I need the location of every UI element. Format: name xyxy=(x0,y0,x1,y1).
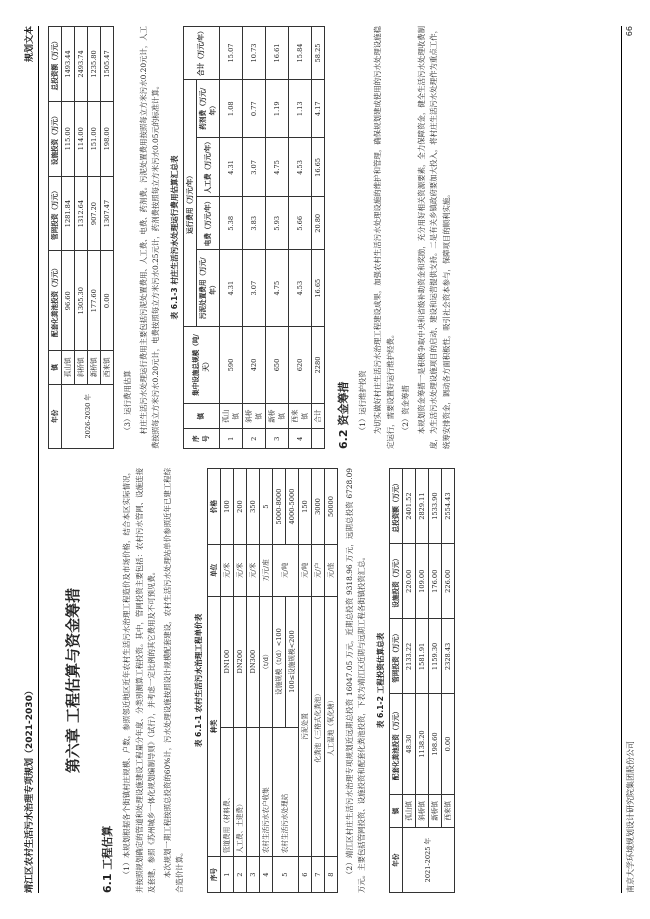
table-cell: 3000 xyxy=(311,469,324,545)
section-heading-6-1: 6.1 工程估算 xyxy=(101,825,114,893)
table-cell: 5.93 xyxy=(265,197,288,250)
table-cell: 元/米 xyxy=(233,545,246,597)
table-cell: 4.31 xyxy=(219,138,242,197)
table-cell: 4.75 xyxy=(265,138,288,197)
table-row xyxy=(62,27,75,449)
table-cell: 198.00 xyxy=(101,101,114,176)
table-cell: 元/吨 xyxy=(298,545,311,597)
table-cell: 177.60 xyxy=(88,251,101,351)
table-header-cell: 总投资额（万元） xyxy=(389,469,402,544)
table-cell: 合计 xyxy=(311,403,324,429)
table-cell: 226.00 xyxy=(441,544,454,619)
chapter-title: 第六章 工程估算与资金筹措 xyxy=(64,587,82,774)
section-heading-6-2: 6.2 资金筹措 xyxy=(336,381,350,449)
table-cell: 48.30 xyxy=(402,694,415,794)
table-row xyxy=(259,469,272,893)
table-cell: 1581.91 xyxy=(415,619,428,694)
table-cell: 2401.52 xyxy=(402,469,415,544)
table-row xyxy=(246,469,259,893)
table-header-cell: 管网投资（万元） xyxy=(389,619,402,694)
table-cell xyxy=(311,429,324,449)
table-cell: DN300 xyxy=(246,596,259,727)
table-cell: 150 xyxy=(298,469,311,545)
table-cell: 西来镇 xyxy=(441,794,454,828)
table-header-cell: 价格 xyxy=(207,469,220,545)
table-cell: 198.60 xyxy=(428,694,441,794)
table-cell: 管道费用（材料费、 xyxy=(220,727,233,857)
page-header xyxy=(20,26,39,893)
table-cell: 5.38 xyxy=(219,197,242,250)
table-cell: 16.65 xyxy=(311,250,324,327)
paragraph: （1）本规划根据各个街镇村庄规模、户数，参照邻近地区近年农村生活污水治理工程造价及市场价格，结合本区实际情况，并按照规划确定的管道和处理设施建设工程量分年度、分类别测算工程投资。其中，管网投资主要包括：农村污水管网、设施连接及套建，参照《苏州城乡一体化规划编制导则》（试行），并考虑一定比例的其它费用及不可预见费。 xyxy=(122,468,156,893)
table-header-cell: 种类 xyxy=(207,596,220,857)
table-cell: 1505.47 xyxy=(101,27,114,102)
table-header-cell: 镇 xyxy=(389,794,402,828)
table-cell: 15.84 xyxy=(288,27,311,80)
table-cell: 2493.74 xyxy=(75,27,88,102)
paragraph: 本次规划一期工程按照总投资的60%计，污水处理设施按照设计规模配套建设，农村生活污水处理站单价参照近年已建工程综合造价计算。 xyxy=(162,468,184,893)
table-cell: 115.00 xyxy=(62,101,75,176)
table-cell xyxy=(246,727,259,857)
table-cell: 58.25 xyxy=(311,27,324,80)
table-cell: 西来镇 xyxy=(288,403,311,429)
paragraph: 村庄生活污水处理运行费用主要包括污泥处置费用、人工费、电费、药剂费。污泥处置费用按照每立方米污水0.20元计，人工费按照每立方米污水0.20元计，电费按照每立方米污水0.25元计，药剂费按照每立方米污水0.05元的标准计算。 xyxy=(138,26,160,449)
table-cell: 7 xyxy=(311,857,324,893)
table-header-cell: 配套化粪池投资（万元） xyxy=(49,251,62,351)
table-header-cell: 设施投资（万元） xyxy=(389,544,402,619)
table-cell: （t/d） xyxy=(259,596,272,727)
table-cell: 420 xyxy=(242,327,265,404)
table-row xyxy=(288,27,311,449)
table-cell: 0.00 xyxy=(441,694,454,794)
table-cell: 1.19 xyxy=(265,79,288,138)
table-cell: 2 xyxy=(233,857,246,893)
table-cell: 孤山镇 xyxy=(219,403,242,429)
table-cell: 50000 xyxy=(324,469,337,545)
table-cell: 元/吨 xyxy=(272,545,298,597)
table-header-cell: 管网投资（万元） xyxy=(49,176,62,251)
table-cell: 3 xyxy=(265,429,288,449)
table-cell: 新桥镇 xyxy=(428,794,441,828)
table-header-cell: 总投资额（万元） xyxy=(49,27,62,102)
table-cell: 化粪池（三格式化粪池） xyxy=(311,596,324,857)
table-header-cell: 电费（万元/年） xyxy=(196,197,219,250)
table-cell: 1 xyxy=(220,857,233,893)
table-cell: 15.07 xyxy=(219,27,242,80)
table-header-cell: 合计（万元/年） xyxy=(183,27,219,80)
table-cell: 2829.11 xyxy=(415,469,428,544)
table-cell: 新桥镇 xyxy=(88,351,101,385)
table-cell: 4.75 xyxy=(265,250,288,327)
table-cell: 907.20 xyxy=(88,176,101,251)
table-header-cell: 人工费（万元/年） xyxy=(196,138,219,197)
table-header-cell: 集中设施总规模（吨/天） xyxy=(183,327,219,404)
page-number: 66 xyxy=(625,26,634,37)
table-cell: 1307.47 xyxy=(101,176,114,251)
table-cell: 590 xyxy=(219,327,242,404)
unit-price-table xyxy=(207,468,338,893)
table-cell: 4 xyxy=(259,857,272,893)
table-row xyxy=(298,469,311,893)
table-cell: 孤山镇 xyxy=(402,794,415,828)
table-cell: 元/米 xyxy=(246,545,259,597)
table-header-cell: 序号 xyxy=(207,857,220,893)
table-cell: 1533.90 xyxy=(428,469,441,544)
table-group-header: 运行费用（万元/年） xyxy=(183,79,196,326)
table-cell: 5.66 xyxy=(288,197,311,250)
paragraph: 为切实做好村庄生活污水治理工程建设成果，加强农村生活污水处理设施的维护和管理，确保规划建成使用的污水处理设施稳定运行，需要设置好运行维护经费。 xyxy=(373,26,395,449)
table-cell: 设施规模（t/d）<100 xyxy=(272,596,285,727)
table-cell: 斜桥镇 xyxy=(242,403,265,429)
table-row xyxy=(311,27,324,449)
table-row xyxy=(220,469,233,893)
table-cell: 20.80 xyxy=(311,197,324,250)
table-header-cell: 污泥处置费用（万元/年） xyxy=(196,250,219,327)
table-cell: 斜桥镇 xyxy=(75,351,88,385)
table-cell: 100≤设施规模<200 xyxy=(285,596,298,727)
table-header-cell: 年份 xyxy=(49,384,62,448)
table-caption: 表 6.1-1 农村生活污水治理工程单价表 xyxy=(193,613,203,748)
table-cell: 5000-8000 xyxy=(272,469,285,545)
table-row xyxy=(242,27,265,449)
table-cell: DN100 xyxy=(220,596,233,727)
table-cell: 3.83 xyxy=(242,197,265,250)
table-cell: 1235.80 xyxy=(88,27,101,102)
table-cell: DN200 xyxy=(233,596,246,727)
table-cell: 斜桥镇 xyxy=(415,794,428,828)
table-cell: 3.07 xyxy=(242,250,265,327)
subheading: （1）运行维护投资 xyxy=(357,370,367,435)
document-type: 规划文本 xyxy=(25,26,35,63)
table-cell: 1159.30 xyxy=(428,619,441,694)
table-cell: 万元/座 xyxy=(259,545,272,597)
table-cell: 4.17 xyxy=(311,79,324,138)
document-title: 靖江区农村生活污水治理专项规划（2021-2030） xyxy=(25,686,35,893)
table-cell: 220.00 xyxy=(402,544,415,619)
table-caption: 表 6.1-3 村庄生活污水处理运行费用估算汇总表 xyxy=(169,155,179,320)
table-header-cell: 单位 xyxy=(207,545,220,597)
table-cell: 4 xyxy=(288,429,311,449)
table-caption: 表 6.1-2 工程投资估算总表 xyxy=(375,632,385,729)
table-row xyxy=(402,469,415,893)
table-header-cell: 镇 xyxy=(183,403,219,429)
table-header-cell: 设施投资（万元） xyxy=(49,101,62,176)
table-cell: 1305.30 xyxy=(75,251,88,351)
table-cell: 3.07 xyxy=(242,138,265,197)
table-cell: 1493.44 xyxy=(62,27,75,102)
table-cell: 0.77 xyxy=(242,79,265,138)
table-cell: 农村生活污水处理站 xyxy=(272,727,298,857)
page-footer xyxy=(621,26,636,893)
table-cell: 2280 xyxy=(311,327,324,404)
table-cell: 1 xyxy=(219,429,242,449)
table-cell: 2 xyxy=(242,429,265,449)
table-cell: 人工湿地（氧化塘） xyxy=(324,596,337,857)
table-cell: 6 xyxy=(298,857,311,893)
table-header-cell: 镇 xyxy=(49,351,62,385)
table-header-cell: 药剂费（万元/年） xyxy=(196,79,219,138)
investment-table-near-term xyxy=(389,468,455,893)
table-header-cell: 年份 xyxy=(389,828,402,893)
table-cell: 2133.22 xyxy=(402,619,415,694)
table-cell: 1.13 xyxy=(288,79,311,138)
paragraph: （2）靖江区村庄生活污水治理专项规划近远期总投资 16047.05 万元，近期总投资 9318.96 万元，远期总投资 6728.09 万元。主要包括管网投资、设施投资和配套化粪池投资，下表为靖江区近期与远期工程各街镇投资汇总。 xyxy=(344,468,366,893)
table-cell: 元/户 xyxy=(311,545,324,597)
right-column xyxy=(48,26,456,449)
table-cell: 2554.43 xyxy=(441,469,454,544)
table-cell: 5 xyxy=(259,469,272,545)
table-cell: 新桥镇 xyxy=(265,403,288,429)
period-cell: 2026-2030 年 xyxy=(62,384,114,448)
table-cell: 1138.20 xyxy=(415,694,428,794)
table-cell: 元/米 xyxy=(220,545,233,597)
table-cell: 4.53 xyxy=(288,250,311,327)
table-cell: 西来镇 xyxy=(101,351,114,385)
table-cell: 4.31 xyxy=(219,250,242,327)
table-cell: 176.00 xyxy=(428,544,441,619)
table-cell: 114.00 xyxy=(75,101,88,176)
table-cell: 孤山镇 xyxy=(62,351,75,385)
subheading: （3）运行费用估算 xyxy=(123,370,132,435)
table-cell: 620 xyxy=(288,327,311,404)
table-cell: 人工费、土建费） xyxy=(233,727,246,857)
table-cell: 350 xyxy=(246,469,259,545)
table-cell: 200 xyxy=(233,469,246,545)
table-cell: 2328.43 xyxy=(441,619,454,694)
table-cell: 0.00 xyxy=(101,251,114,351)
table-cell: 污泥处置 xyxy=(298,596,311,857)
table-cell: 16.61 xyxy=(265,27,288,80)
table-cell: 农村生活污水农户收集 xyxy=(259,727,272,857)
table-cell: 3 xyxy=(246,857,259,893)
table-row xyxy=(324,469,337,893)
table-row xyxy=(219,27,242,449)
table-cell: 96.60 xyxy=(62,251,75,351)
table-cell: 10.73 xyxy=(242,27,265,80)
subheading: （2）资金筹措 xyxy=(401,385,410,435)
table-cell: 1281.84 xyxy=(62,176,75,251)
investment-table-long-term xyxy=(48,26,114,449)
table-row xyxy=(272,469,285,893)
operating-cost-table xyxy=(183,26,325,449)
table-header-cell: 序号 xyxy=(183,429,219,449)
table-cell: 5 xyxy=(272,857,298,893)
left-column xyxy=(48,468,455,893)
company-name: 南京大学环境规划设计研究院集团股份公司 xyxy=(626,741,635,893)
table-cell: 元/座 xyxy=(324,545,337,597)
table-cell: 151.00 xyxy=(88,101,101,176)
table-cell: 8 xyxy=(324,857,337,893)
table-cell: 1.08 xyxy=(219,79,242,138)
table-cell: 4000-5000 xyxy=(285,469,298,545)
table-header-cell: 配套化粪池投资（万元） xyxy=(389,694,402,794)
table-cell: 100 xyxy=(220,469,233,545)
table-cell: 109.00 xyxy=(415,544,428,619)
table-cell: 16.65 xyxy=(311,138,324,197)
table-row xyxy=(311,469,324,893)
period-cell: 2021-2025 年 xyxy=(402,828,454,893)
table-row xyxy=(265,27,288,449)
paragraph: 本规划资金筹措一是积极争取中央和省级补助资金和奖励，充分用好相关资源要素，全力保障资金，健全生活污水处理收费制度，为生活污水处理设施项目的启动、建设和运营提供支持。二是有关乡镇政府要加大投入，将村庄生活污水处理作为重点工作，统筹安排资金，调动各方面积极性，吸引社会资本参与，保障项目的顺利实施。 xyxy=(416,26,451,449)
table-cell: 650 xyxy=(265,327,288,404)
table-cell: 4.53 xyxy=(288,138,311,197)
table-cell: 1312.64 xyxy=(75,176,88,251)
table-row xyxy=(233,469,246,893)
